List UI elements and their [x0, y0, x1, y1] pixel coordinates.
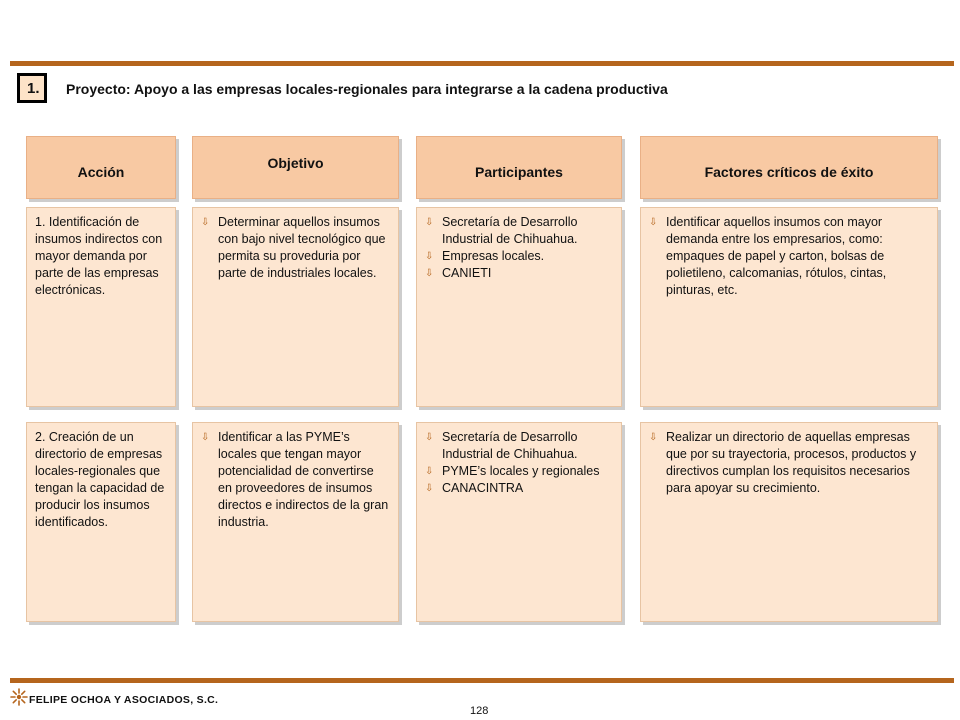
header-objetivo — [192, 136, 399, 199]
header-participantes — [416, 136, 622, 199]
list-item-text: CANACINTRA — [442, 481, 524, 495]
list-item-text: CANIETI — [442, 266, 492, 280]
list-item-text: Secretaría de Desarrollo Industrial de Chihuahua. — [442, 215, 578, 246]
list-item — [425, 248, 613, 265]
header-participantes-label: Participantes — [475, 164, 563, 180]
list-item — [425, 480, 613, 497]
arrow-down-icon: ⇩ — [649, 217, 658, 228]
row2-accion — [26, 422, 176, 622]
arrow-down-icon: ⇩ — [425, 466, 434, 477]
header-accion-label: Acción — [77, 164, 125, 180]
list-item-text: Realizar un directorio de aquellas empresas que por su trayectoria, procesos, productos y directivos cumplan los requisitos necesarios para apoyar su crecimiento. — [666, 430, 917, 495]
arrow-down-icon: ⇩ — [425, 432, 434, 443]
header-factores — [640, 136, 938, 199]
list-item-text: Secretaría de Desarrollo Industrial de Chihuahua. — [442, 430, 578, 461]
row2-objetivo — [192, 422, 399, 622]
list-item — [649, 429, 929, 497]
row1-accion — [26, 207, 176, 407]
row2-accion-text: 2. Creación de un directorio de empresas locales-regionales que tengan la capacidad de producir los insumos identificados. — [35, 430, 165, 529]
company-name: FELIPE OCHOA Y ASOCIADOS, S.C. — [29, 694, 219, 706]
project-number: 1. — [17, 73, 47, 103]
list-item — [425, 265, 613, 282]
arrow-down-icon: ⇩ — [201, 432, 210, 443]
list-item — [649, 214, 929, 299]
arrow-down-icon: ⇩ — [425, 217, 434, 228]
arrow-down-icon: ⇩ — [425, 251, 434, 262]
header-objetivo-label: Objetivo — [267, 155, 324, 171]
arrow-down-icon: ⇩ — [425, 483, 434, 494]
list-item — [425, 214, 613, 248]
list-item-text: Identificar aquellos insumos con mayor demanda entre los empresarios, como: empaques de papel y carton, bolsas de polietileno, calcomanias, rótulos, cintas, pinturas, etc. — [666, 215, 887, 297]
project-title: Proyecto: Apoyo a las empresas locales-regionales para integrarse a la cadena productiva — [66, 81, 668, 97]
list-item-text: Empresas locales. — [442, 249, 545, 263]
list-item-text: PYME’s locales y regionales — [442, 464, 600, 478]
list-item-text: Determinar aquellos insumos con bajo nivel tecnológico que permita su proveduria por parte de industriales locales. — [218, 215, 386, 280]
list-item — [201, 429, 390, 531]
row1-participantes — [416, 207, 622, 407]
bottom-rule — [10, 678, 954, 683]
arrow-down-icon: ⇩ — [649, 432, 658, 443]
row1-objetivo — [192, 207, 399, 407]
row1-accion-text: 1. Identificación de insumos indirectos con mayor demanda por parte de las empresas electrónicas. — [35, 215, 163, 297]
arrow-down-icon: ⇩ — [201, 217, 210, 228]
header-accion — [26, 136, 176, 199]
list-item — [425, 463, 613, 480]
header-factores-label: Factores críticos de éxito — [704, 164, 874, 180]
row2-participantes — [416, 422, 622, 622]
row2-factores — [640, 422, 938, 622]
row1-factores — [640, 207, 938, 407]
page-number: 128 — [470, 705, 489, 717]
list-item — [201, 214, 390, 282]
arrow-down-icon: ⇩ — [425, 268, 434, 279]
top-rule — [10, 61, 954, 66]
sunburst-logo-icon — [10, 688, 28, 711]
list-item — [425, 429, 613, 463]
list-item-text: Identificar a las PYME’s locales que tengan mayor potencialidad de convertirse en proveedores de insumos directos e indirectos de la gran industria. — [218, 430, 389, 529]
